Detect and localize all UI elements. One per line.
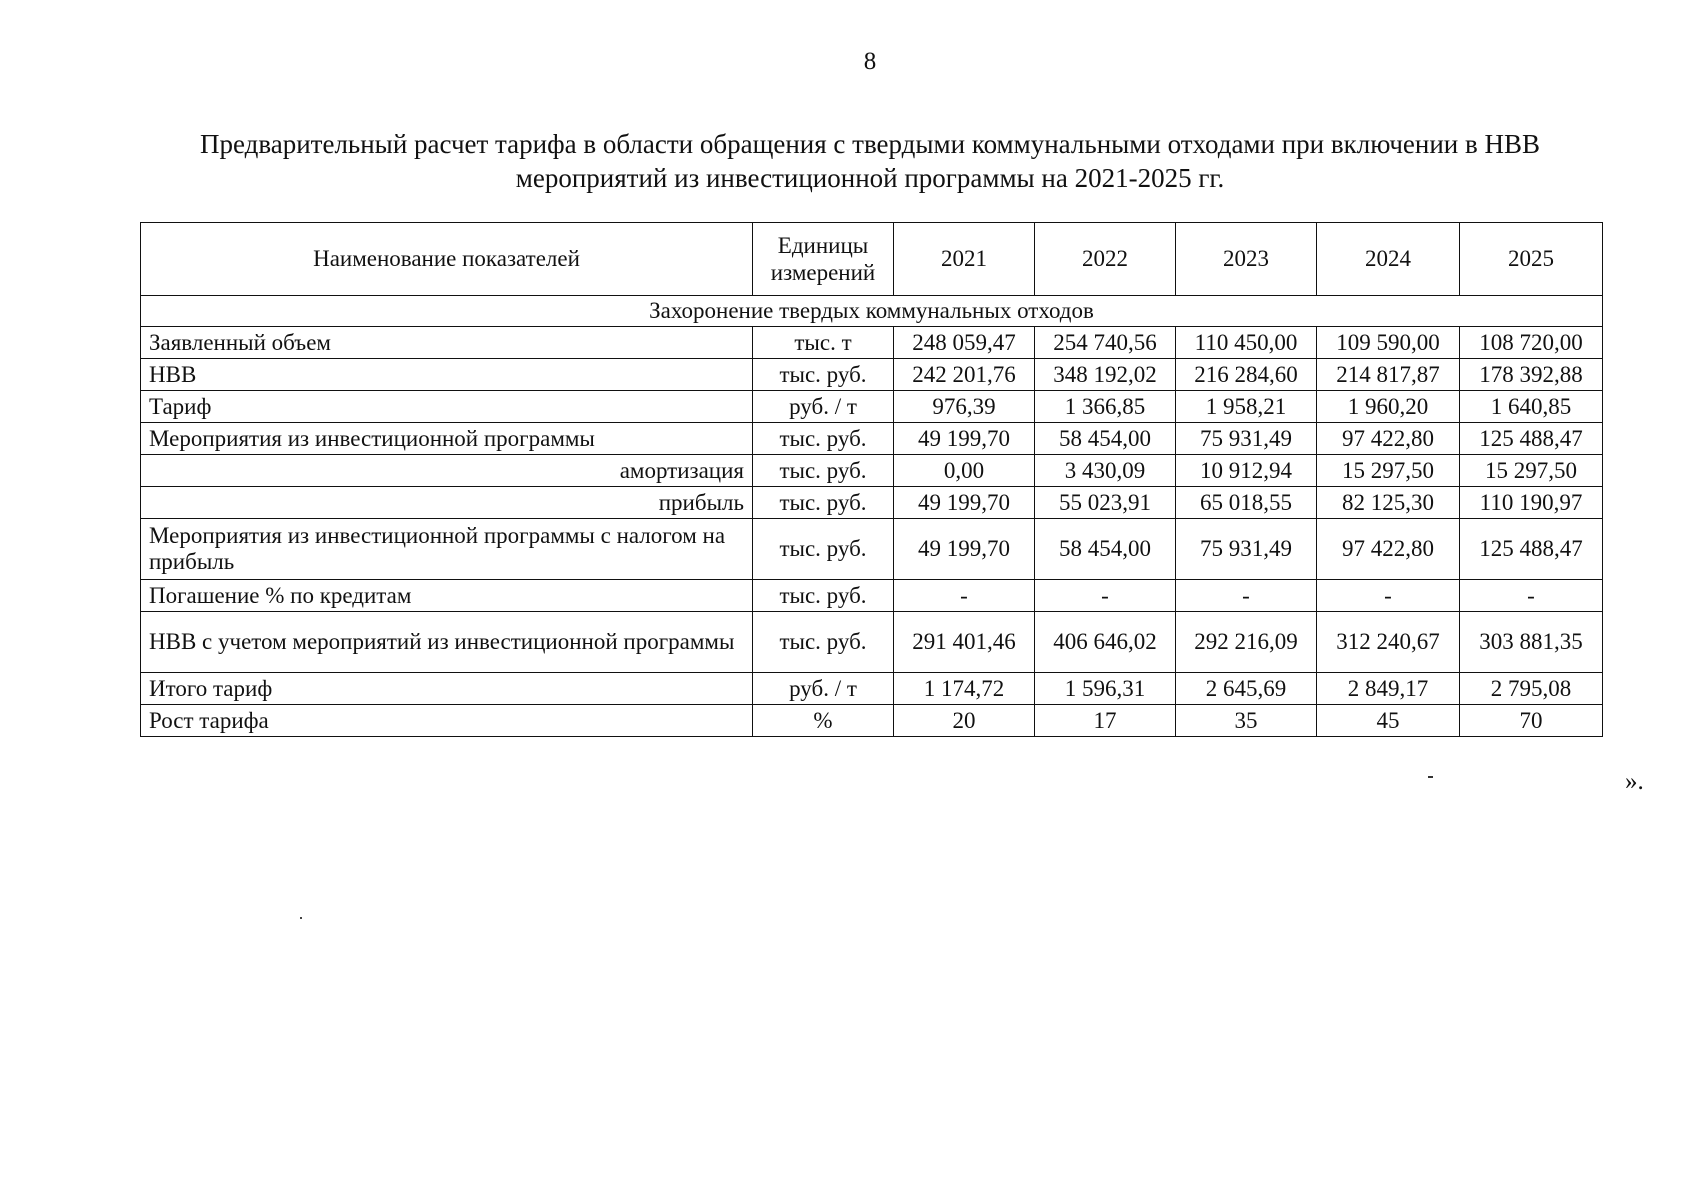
- row-value-2025: 125 488,47: [1460, 519, 1603, 580]
- row-name: Тариф: [141, 391, 753, 423]
- header-year-2022: 2022: [1035, 223, 1176, 296]
- row-unit: тыс. руб.: [753, 580, 894, 612]
- header-year-2023: 2023: [1176, 223, 1317, 296]
- row-value-2023: -: [1176, 580, 1317, 612]
- row-value-2024: 2 849,17: [1317, 673, 1460, 705]
- closing-quote: ».: [1625, 768, 1644, 795]
- table-row: [141, 327, 1603, 359]
- row-value-2021: 248 059,47: [894, 327, 1035, 359]
- row-value-2021: 0,00: [894, 455, 1035, 487]
- row-value-2024: 109 590,00: [1317, 327, 1460, 359]
- row-value-2025: 15 297,50: [1460, 455, 1603, 487]
- row-value-2022: 1 596,31: [1035, 673, 1176, 705]
- row-value-2025: 303 881,35: [1460, 612, 1603, 673]
- row-unit: тыс. руб.: [753, 612, 894, 673]
- row-name: Погашение % по кредитам: [141, 580, 753, 612]
- row-value-2025: 70: [1460, 705, 1603, 737]
- row-value-2024: 1 960,20: [1317, 391, 1460, 423]
- row-value-2023: 292 216,09: [1176, 612, 1317, 673]
- row-name: Итого тариф: [141, 673, 753, 705]
- row-unit: руб. / т: [753, 673, 894, 705]
- row-name: НВВ с учетом мероприятий из инвестиционной программы: [141, 612, 753, 673]
- row-value-2022: 406 646,02: [1035, 612, 1176, 673]
- row-value-2024: 15 297,50: [1317, 455, 1460, 487]
- document-title: [150, 127, 1590, 195]
- row-value-2022: 3 430,09: [1035, 455, 1176, 487]
- section-title: Захоронение твердых коммунальных отходов: [141, 296, 1603, 327]
- row-value-2025: -: [1460, 580, 1603, 612]
- row-value-2022: 348 192,02: [1035, 359, 1176, 391]
- row-unit: тыс. руб.: [753, 455, 894, 487]
- row-value-2022: 55 023,91: [1035, 487, 1176, 519]
- row-value-2021: 20: [894, 705, 1035, 737]
- row-name: Мероприятия из инвестиционной программы с налогом на прибыль: [141, 519, 753, 580]
- row-name: НВВ: [141, 359, 753, 391]
- table-row: [141, 359, 1603, 391]
- row-value-2023: 216 284,60: [1176, 359, 1317, 391]
- row-value-2023: 1 958,21: [1176, 391, 1317, 423]
- document-title-line-1: Предварительный расчет тарифа в области обращения с твердыми коммунальными отходами при включении в НВВ: [199, 129, 1541, 159]
- row-value-2021: 291 401,46: [894, 612, 1035, 673]
- document-title-line-2: мероприятий из инвестиционной программы на 2021-2025 гг.: [515, 163, 1225, 193]
- row-unit: тыс. руб.: [753, 359, 894, 391]
- row-unit: %: [753, 705, 894, 737]
- header-year-2024: 2024: [1317, 223, 1460, 296]
- row-unit: тыс. руб.: [753, 423, 894, 455]
- row-unit: тыс. руб.: [753, 519, 894, 580]
- row-value-2022: 1 366,85: [1035, 391, 1176, 423]
- row-name: Мероприятия из инвестиционной программы: [141, 423, 753, 455]
- row-value-2023: 35: [1176, 705, 1317, 737]
- row-value-2023: 10 912,94: [1176, 455, 1317, 487]
- row-value-2023: 75 931,49: [1176, 519, 1317, 580]
- row-value-2023: 110 450,00: [1176, 327, 1317, 359]
- scan-tick-mark: [1428, 776, 1433, 778]
- table-row: [141, 612, 1603, 673]
- row-value-2024: 312 240,67: [1317, 612, 1460, 673]
- row-value-2021: -: [894, 580, 1035, 612]
- row-value-2021: 242 201,76: [894, 359, 1035, 391]
- header-indicator-name: Наименование показателей: [141, 223, 753, 296]
- row-value-2023: 75 931,49: [1176, 423, 1317, 455]
- page-number: 8: [863, 48, 877, 75]
- row-value-2022: -: [1035, 580, 1176, 612]
- scan-speck: [300, 917, 302, 919]
- row-value-2021: 49 199,70: [894, 487, 1035, 519]
- table-row: [141, 423, 1603, 455]
- row-value-2025: 2 795,08: [1460, 673, 1603, 705]
- row-unit: тыс. руб.: [753, 487, 894, 519]
- row-value-2025: 1 640,85: [1460, 391, 1603, 423]
- row-value-2025: 178 392,88: [1460, 359, 1603, 391]
- header-year-2025: 2025: [1460, 223, 1603, 296]
- row-name: прибыль: [141, 487, 753, 519]
- header-year-2021: 2021: [894, 223, 1035, 296]
- row-name: амортизация: [141, 455, 753, 487]
- row-value-2025: 108 720,00: [1460, 327, 1603, 359]
- table-row: [141, 705, 1603, 737]
- header-units: Единицы измерений: [753, 223, 894, 296]
- row-value-2024: 82 125,30: [1317, 487, 1460, 519]
- table-row: [141, 580, 1603, 612]
- table-row: [141, 519, 1603, 580]
- row-value-2025: 125 488,47: [1460, 423, 1603, 455]
- table-header-row: [141, 223, 1603, 296]
- row-value-2024: 97 422,80: [1317, 519, 1460, 580]
- row-value-2022: 58 454,00: [1035, 519, 1176, 580]
- row-value-2021: 49 199,70: [894, 423, 1035, 455]
- table-row: [141, 487, 1603, 519]
- row-value-2025: 110 190,97: [1460, 487, 1603, 519]
- tariff-table: [140, 222, 1603, 737]
- row-value-2024: -: [1317, 580, 1460, 612]
- row-value-2021: 49 199,70: [894, 519, 1035, 580]
- row-name: Рост тарифа: [141, 705, 753, 737]
- row-value-2024: 214 817,87: [1317, 359, 1460, 391]
- row-value-2022: 58 454,00: [1035, 423, 1176, 455]
- table-row: [141, 673, 1603, 705]
- row-value-2023: 65 018,55: [1176, 487, 1317, 519]
- row-value-2022: 254 740,56: [1035, 327, 1176, 359]
- row-value-2022: 17: [1035, 705, 1176, 737]
- row-value-2021: 1 174,72: [894, 673, 1035, 705]
- row-unit: тыс. т: [753, 327, 894, 359]
- table-row: [141, 455, 1603, 487]
- row-unit: руб. / т: [753, 391, 894, 423]
- row-value-2021: 976,39: [894, 391, 1035, 423]
- table-row: [141, 391, 1603, 423]
- row-value-2024: 97 422,80: [1317, 423, 1460, 455]
- row-name: Заявленный объем: [141, 327, 753, 359]
- row-value-2023: 2 645,69: [1176, 673, 1317, 705]
- section-row: [141, 296, 1603, 327]
- row-value-2024: 45: [1317, 705, 1460, 737]
